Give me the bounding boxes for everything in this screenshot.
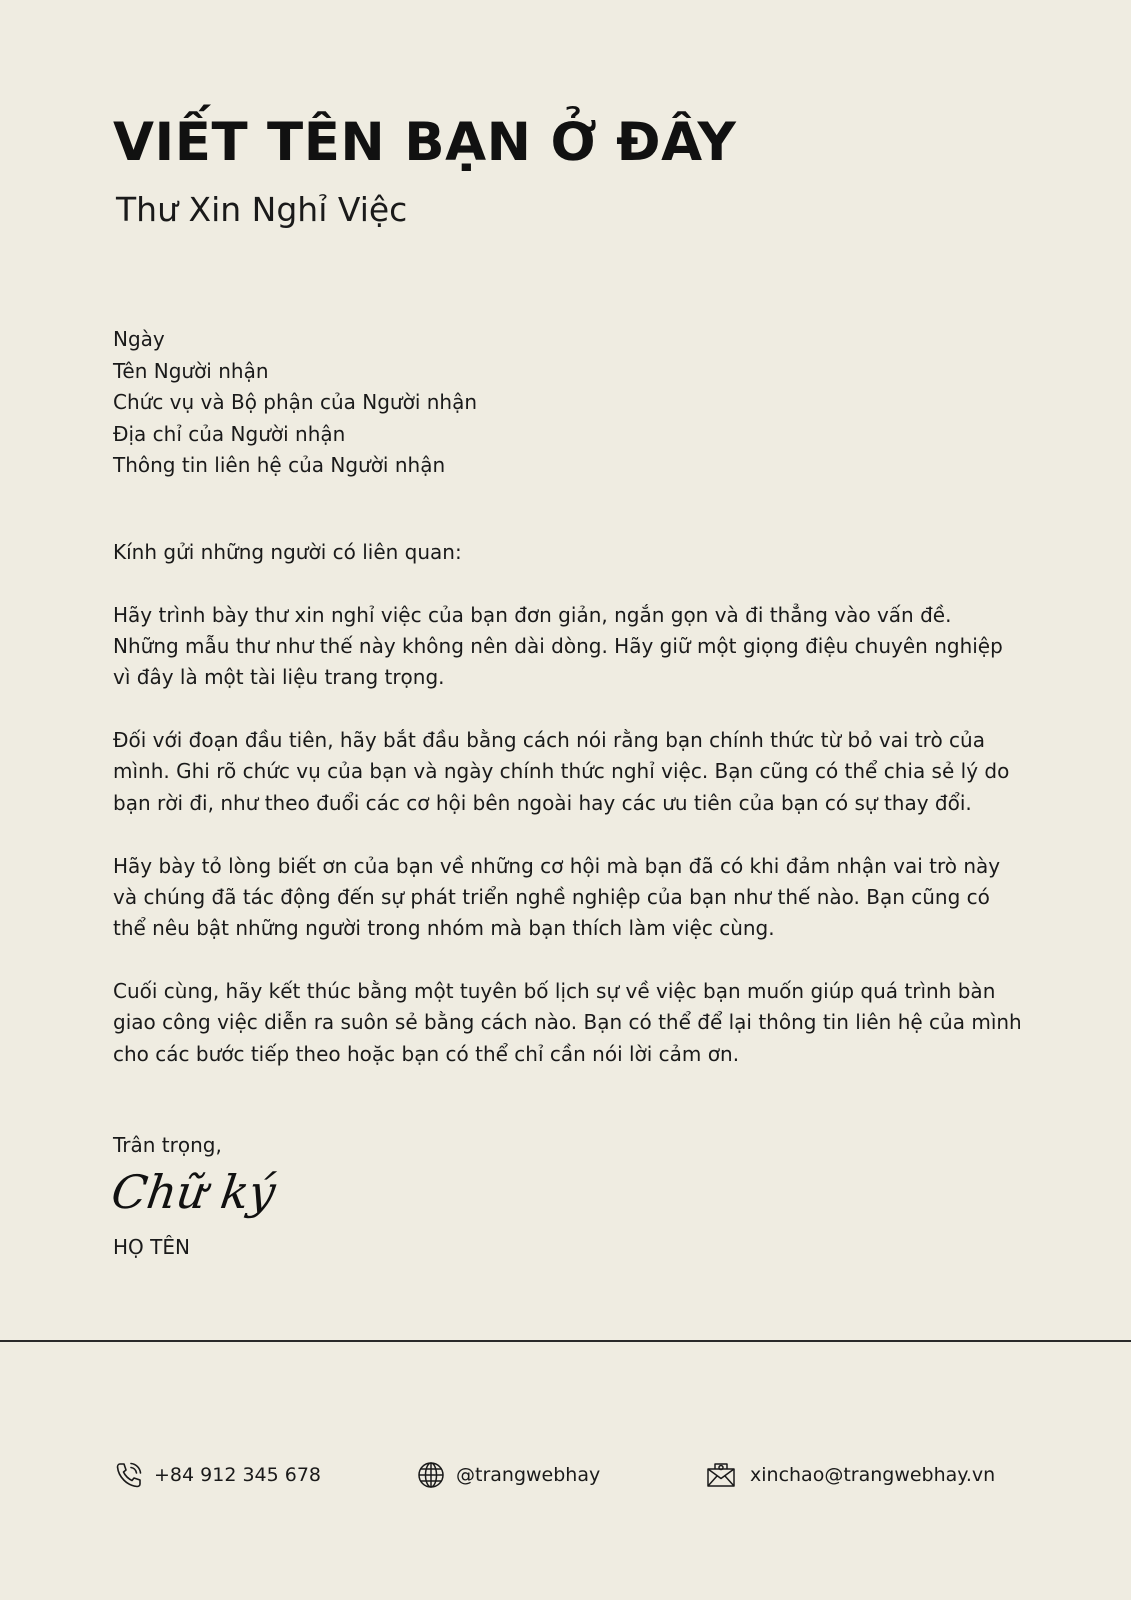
recipient-title: Chức vụ và Bộ phận của Người nhận (113, 390, 478, 414)
phone-number[interactable]: +84 912 345 678 (154, 1464, 322, 1486)
mail-icon (706, 1460, 736, 1490)
body-paragraph: Hãy bày tỏ lòng biết ơn của bạn về những cơ hội mà bạn đã có khi đảm nhận vai trò này và chúng đã tác động đến sự phát triển nghề nghiệp của bạn như thế nào. Bạn cũng có thể nêu bật những người trong nhóm mà bạn thích làm việc cùng. (113, 853, 1001, 941)
website-handle[interactable]: @trangwebhay (456, 1464, 601, 1486)
email-address[interactable]: xinchao@trangwebhay.vn (750, 1464, 996, 1486)
recipient-name: Tên Người nhận (113, 358, 269, 383)
recipient-contact: Thông tin liên hệ của Người nhận (113, 453, 446, 477)
salutation: Kính gửi những người có liên quan: (113, 540, 462, 564)
globe-icon (416, 1460, 446, 1490)
sender-name-heading: VIẾT TÊN BẠN Ở ĐÂY (113, 112, 737, 173)
footer-website (416, 1458, 600, 1492)
footer-phone (114, 1458, 321, 1492)
signature: Chữ ký (108, 1165, 279, 1219)
valediction: Trân trọng, (113, 1133, 222, 1157)
recipient-date: Ngày (113, 327, 165, 351)
footer-divider (0, 1340, 1131, 1342)
letter-body (113, 537, 1023, 1101)
body-paragraph: Hãy trình bày thư xin nghỉ việc của bạn đơn giản, ngắn gọn và đi thẳng vào vấn đề. Những mẫu thư như thế này không nên dài dòng. Hãy giữ một giọng điệu chuyên nghiệp vì đây là một tài liệu trang trọng. (113, 602, 1003, 690)
phone-icon (114, 1460, 144, 1490)
footer-email (706, 1458, 995, 1492)
signer-full-name: HỌ TÊN (113, 1235, 190, 1259)
body-paragraph: Cuối cùng, hãy kết thúc bằng một tuyên bố lịch sự về việc bạn muốn giúp quá trình bàn giao công việc diễn ra suôn sẻ bằng cách nào. Bạn có thể để lại thông tin liên hệ của mình cho các bước tiếp theo hoặc bạn có thể chỉ cần nói lời cảm ơn. (113, 978, 1022, 1066)
recipient-address: Địa chỉ của Người nhận (113, 421, 346, 446)
document-subtitle: Thư Xin Nghỉ Việc (116, 190, 408, 229)
body-paragraph: Đối với đoạn đầu tiên, hãy bắt đầu bằng cách nói rằng bạn chính thức từ bỏ vai trò của mình. Ghi rõ chức vụ của bạn và ngày chính thức nghỉ việc. Bạn cũng có thể chia sẻ lý do bạn rời đi, như theo đuổi các cơ hội bên ngoài hay các ưu tiên của bạn có sự thay đổi. (113, 728, 1010, 815)
recipient-block (113, 324, 477, 482)
